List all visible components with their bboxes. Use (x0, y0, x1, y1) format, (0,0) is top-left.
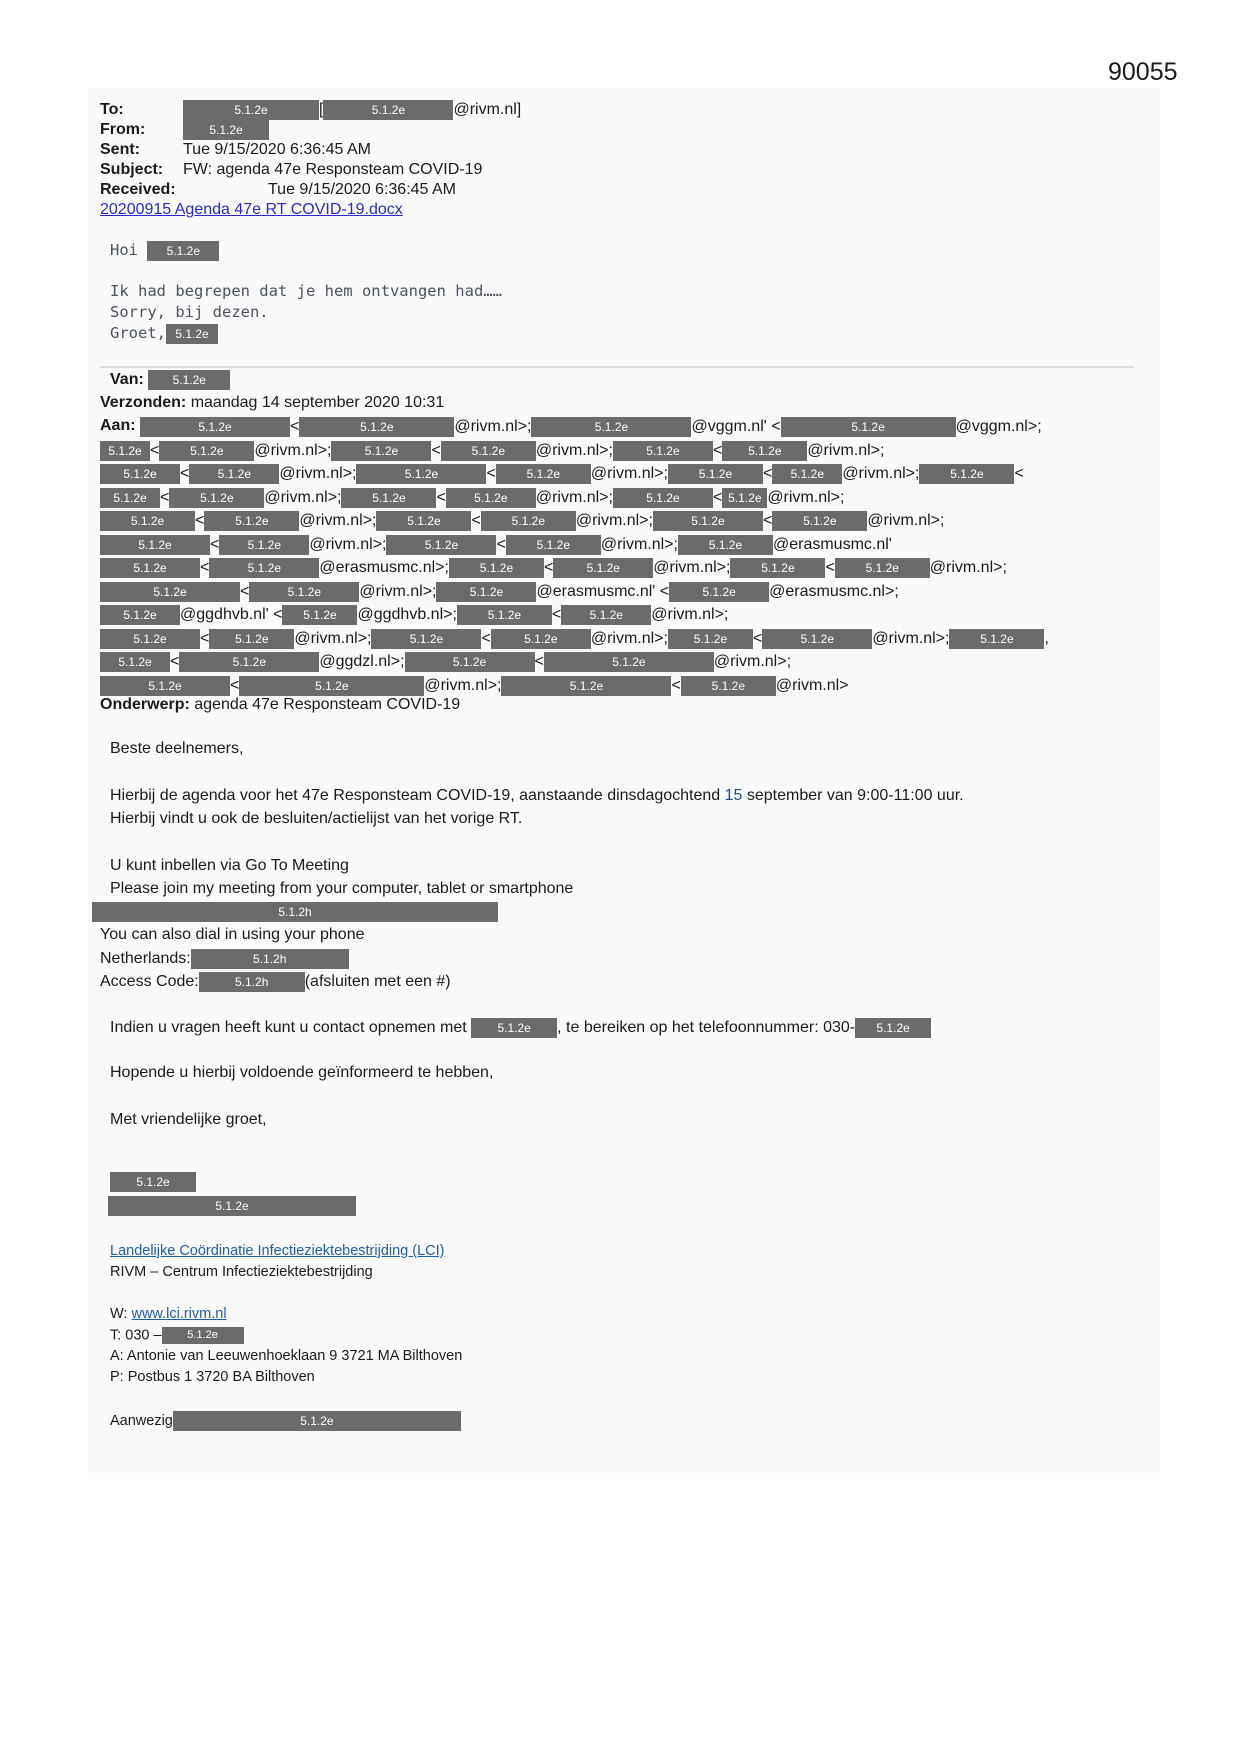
recipient-row (100, 603, 728, 624)
redaction: 5.1.2e (282, 605, 357, 625)
redaction: 5.1.2e (100, 605, 180, 625)
recipient-token: < (496, 535, 506, 553)
page-number: 90055 (1108, 58, 1178, 86)
recipient-token: @rivm.nl>; (600, 535, 678, 553)
received-value: Tue 9/15/2020 6:36:45 AM (268, 181, 456, 198)
recipient-token: < (290, 418, 300, 436)
redaction: 5.1.2e (613, 441, 713, 461)
van-line (110, 368, 230, 391)
recipient-token: < (543, 559, 554, 577)
onderwerp-value: agenda 47e Responsteam COVID-19 (194, 696, 461, 713)
recipient-token: < (230, 676, 240, 694)
received-label: Received: (100, 181, 176, 198)
verzonden-value: maandag 14 september 2020 10:31 (190, 394, 445, 411)
to-domain: @rivm.nl] (453, 101, 522, 119)
redaction: 5.1.2e (386, 535, 496, 555)
redaction: 5.1.2e (501, 676, 671, 696)
recipient-token: @rivm.nl>; (264, 488, 342, 506)
recipient-token: @rivm.nl>; (294, 629, 372, 647)
dial-intro: U kunt inbellen via Go To Meeting (110, 857, 349, 874)
recipient-row (100, 509, 944, 530)
tel-line (110, 1327, 244, 1344)
redaction: 5.1.2e (100, 652, 170, 672)
redaction: 5.1.2e (148, 370, 230, 390)
attachment-link[interactable]: 20200915 Agenda 47e RT COVID-19.docx (100, 201, 403, 218)
verzonden-line (100, 391, 444, 414)
redaction: 5.1.2e (173, 1411, 461, 1431)
address-line: A: Antonie van Leeuwenhoeklaan 9 3721 MA Bilthoven (110, 1348, 463, 1364)
redaction: 5.1.2e (669, 582, 769, 602)
redaction: 5.1.2e (183, 120, 269, 140)
redaction: 5.1.2e (376, 511, 471, 531)
redaction: 5.1.2e (949, 629, 1044, 649)
web-label: W: (110, 1306, 132, 1322)
recipient-row (100, 439, 884, 460)
redaction: 5.1.2e (299, 417, 454, 437)
redaction: 5.1.2e (140, 417, 290, 437)
redaction: 5.1.2e (110, 1172, 196, 1192)
recipient-token: @rivm.nl>; (254, 441, 332, 459)
recipient-token: @erasmusmc.nl' < (536, 582, 670, 600)
recipient-token: @rivm.nl>; (279, 465, 357, 483)
redaction: 5.1.2e (449, 558, 544, 578)
received-line (100, 180, 456, 200)
aan-label-text: Aan: (100, 417, 136, 434)
redaction: 5.1.2e (653, 511, 763, 531)
present-label: Aanwezig (110, 1412, 173, 1429)
redaction: 5.1.2e (204, 511, 299, 531)
redaction: 5.1.2e (341, 488, 436, 508)
redaction: 5.1.2e (668, 629, 753, 649)
recipient-row (100, 627, 1049, 648)
sent-label: Sent: (100, 141, 140, 158)
recipient-token: < (160, 488, 170, 506)
recipient-token: @vggm.nl>; (955, 418, 1042, 436)
redaction: 5.1.2e (762, 629, 872, 649)
recipient-token: @vggm.nl' < (691, 418, 781, 436)
redaction: 5.1.2e (772, 511, 867, 531)
recipient-row (100, 486, 844, 507)
redaction: 5.1.2e (855, 1018, 931, 1038)
redaction: 5.1.2e (356, 464, 486, 484)
agenda-line (110, 787, 964, 805)
redaction: 5.1.2e (668, 464, 763, 484)
signature-name (110, 1172, 196, 1192)
access-suffix: (afsluiten met een #) (304, 973, 451, 991)
postbus-line: P: Postbus 1 3720 BA Bilthoven (110, 1369, 315, 1385)
recipient-token: < (712, 488, 723, 506)
redaction: 5.1.2e (544, 652, 714, 672)
reply-closing: Groet, (110, 324, 166, 342)
subject-label: Subject: (100, 161, 164, 178)
redaction: 5.1.2e (491, 629, 591, 649)
redaction: 5.1.2e (189, 464, 279, 484)
redaction: 5.1.2e (219, 535, 309, 555)
actielijst-line: Hierbij vindt u ook de besluiten/actielijst van het vorige RT. (110, 810, 523, 827)
recipient-token: < (200, 559, 210, 577)
redaction: 5.1.2e (781, 417, 956, 437)
agenda-text-a: Hierbij de agenda voor het 47e Responsteam COVID-19, aanstaande dinsdagochtend (110, 787, 725, 804)
web-line (110, 1306, 227, 1322)
redaction: 5.1.2e (108, 1196, 356, 1216)
recipient-token: @rivm.nl>; (867, 512, 945, 530)
subject-value: FW: agenda 47e Responsteam COVID-19 (183, 161, 483, 178)
recipient-row (140, 415, 1042, 436)
recipient-token: < (195, 512, 205, 530)
recipient-token: < (534, 653, 544, 671)
recipient-token: < (1014, 465, 1024, 483)
recipient-token: < (240, 582, 250, 600)
recipient-list (100, 414, 1130, 696)
recipient-row (100, 650, 791, 671)
recipient-token: @rivm.nl>; (454, 418, 532, 436)
redaction: 5.1.2e (100, 511, 195, 531)
redaction: 5.1.2e (722, 488, 767, 508)
org-link[interactable]: Landelijke Coördinatie Infectieziektebestrijding (LCI) (110, 1243, 445, 1259)
onderwerp-label: Onderwerp: (100, 696, 190, 713)
redaction: 5.1.2h (199, 972, 305, 992)
recipient-token: @rivm.nl>; (359, 582, 437, 600)
recipient-token: @erasmusmc.nl>; (319, 559, 449, 577)
redaction: 5.1.2e (553, 558, 653, 578)
redaction: 5.1.2e (531, 417, 691, 437)
redaction: 5.1.2e (100, 488, 160, 508)
recipient-token: @rivm.nl>; (653, 559, 731, 577)
redaction: 5.1.2e (436, 582, 536, 602)
to-label: To: (100, 101, 124, 119)
from-label: From: (100, 121, 146, 139)
recipient-token: < (481, 629, 491, 647)
separator (100, 366, 1134, 368)
redaction: 5.1.2e (100, 441, 150, 461)
regards-line: Met vriendelijke groet, (110, 1111, 267, 1128)
redaction: 5.1.2e (166, 324, 218, 344)
redaction: 5.1.2e (100, 464, 180, 484)
netherlands-line (100, 949, 349, 969)
redaction: 5.1.2e (441, 441, 536, 461)
recipient-token: @rivm.nl>; (535, 488, 613, 506)
recipient-token: @erasmusmc.nl' (772, 535, 892, 553)
redaction: 5.1.2e (471, 1018, 557, 1038)
hope-line: Hopende u hierbij voldoende geïnformeerd te hebben, (110, 1064, 494, 1081)
recipient-token: @rivm.nl>; (575, 512, 653, 530)
redaction: 5.1.2e (496, 464, 591, 484)
recipient-token: < (486, 465, 496, 483)
recipient-row (100, 674, 849, 695)
recipient-token: @rivm.nl>; (807, 441, 885, 459)
redaction: 5.1.2e (323, 100, 453, 120)
redaction: 5.1.2e (100, 676, 230, 696)
recipient-token: < (210, 535, 220, 553)
recipient-row (100, 533, 892, 554)
recipient-row (100, 556, 1007, 577)
subject-line (100, 160, 482, 180)
redaction: 5.1.2e (100, 558, 200, 578)
salutation: Beste deelnemers, (110, 740, 244, 757)
to-bracket: [ (319, 101, 324, 119)
van-label: Van: (110, 371, 144, 388)
redaction: 5.1.2e (179, 652, 319, 672)
tel-label: T: 030 – (110, 1327, 162, 1344)
sent-value: Tue 9/15/2020 6:36:45 AM (183, 141, 371, 158)
present-line (110, 1411, 461, 1431)
redaction: 5.1.2e (331, 441, 431, 461)
redaction: 5.1.2e (561, 605, 651, 625)
reply-closing-line (110, 323, 218, 344)
redaction: 5.1.2e (162, 1327, 244, 1344)
recipient-token: < (825, 559, 835, 577)
sent-line (100, 140, 371, 160)
recipient-token: , (1044, 629, 1049, 647)
recipient-token: @rivm.nl>; (872, 629, 950, 647)
recipient-row (100, 462, 1024, 483)
redaction: 5.1.2e (722, 441, 807, 461)
redaction: 5.1.2e (239, 676, 424, 696)
recipient-token: @rivm.nl>; (590, 465, 668, 483)
redaction: 5.1.2e (613, 488, 713, 508)
recipient-row (100, 580, 899, 601)
recipient-token: @rivm.nl>; (309, 535, 387, 553)
org-sub: RIVM – Centrum Infectieziektebestrijding (110, 1264, 373, 1280)
recipient-token: < (471, 512, 481, 530)
recipient-token: @rivm.nl>; (713, 653, 792, 671)
redaction: 5.1.2e (919, 464, 1014, 484)
recipient-token: < (551, 606, 562, 624)
redaction: 5.1.2e (169, 488, 264, 508)
recipient-token: @rivm.nl>; (767, 488, 845, 506)
recipient-token: @rivm.nl>; (535, 441, 613, 459)
recipient-token: @rivm.nl>; (299, 512, 377, 530)
reply-greeting: Hoi (110, 241, 138, 259)
redaction: 5.1.2e (159, 441, 254, 461)
reply-line2: Sorry, bij dezen. (110, 303, 269, 321)
redaction: 5.1.2h (92, 902, 498, 922)
recipient-token: @ggdhvb.nl' < (180, 606, 283, 624)
agenda-text-b: september van 9:00-11:00 uur. (742, 787, 964, 804)
redaction: 5.1.2e (249, 582, 359, 602)
join-line: Please join my meeting from your computer, tablet or smartphone (110, 880, 574, 897)
recipient-token: < (762, 512, 773, 530)
meeting-link-line (92, 902, 498, 922)
redaction: 5.1.2e (371, 629, 481, 649)
recipient-token: @ggdhvb.nl>; (357, 606, 457, 624)
recipient-token: @rivm.nl>; (424, 676, 502, 694)
redaction: 5.1.2e (209, 629, 294, 649)
recipient-token: < (170, 653, 180, 671)
recipient-token: @ggdzl.nl>; (319, 653, 405, 671)
redaction: 5.1.2e (405, 652, 535, 672)
redaction: 5.1.2e (147, 241, 219, 261)
redaction: 5.1.2e (100, 535, 210, 555)
agenda-day: 15 (724, 787, 743, 804)
redaction: 5.1.2e (183, 100, 319, 120)
redaction: 5.1.2e (678, 535, 773, 555)
redaction: 5.1.2e (446, 488, 536, 508)
recipient-token: < (431, 441, 441, 459)
redaction: 5.1.2e (100, 629, 200, 649)
contact-text-b: , te bereiken op het telefoonnummer: 030- (557, 1019, 856, 1037)
signature-title (108, 1196, 356, 1216)
access-label: Access Code: (100, 973, 199, 991)
recipient-token: @rivm.nl>; (929, 559, 1007, 577)
recipient-token: < (752, 629, 763, 647)
redaction: 5.1.2e (730, 558, 825, 578)
netherlands-label: Netherlands: (100, 950, 191, 968)
recipient-token: < (180, 465, 190, 483)
recipient-token: < (671, 676, 681, 694)
contact-line (110, 1018, 931, 1038)
redaction: 5.1.2e (100, 582, 240, 602)
onderwerp-line (100, 693, 460, 716)
redaction: 5.1.2e (457, 605, 552, 625)
recipient-token: @rivm.nl> (775, 676, 849, 694)
recipient-token: @rivm.nl>; (590, 629, 668, 647)
recipient-token: @rivm.nl>; (651, 606, 729, 624)
redaction: 5.1.2e (481, 511, 576, 531)
redaction: 5.1.2e (772, 464, 842, 484)
redaction: 5.1.2h (191, 949, 349, 969)
reply-greeting-line (110, 240, 219, 261)
recipient-token: < (712, 441, 723, 459)
recipient-token: @rivm.nl>; (842, 465, 920, 483)
to-line (100, 100, 521, 120)
access-code-line (100, 972, 451, 992)
redaction: 5.1.2e (506, 535, 601, 555)
recipient-token: < (150, 441, 160, 459)
phone-line: You can also dial in using your phone (100, 926, 365, 943)
contact-text-a: Indien u vragen heeft kunt u contact opnemen met (110, 1019, 467, 1037)
from-line (100, 120, 269, 140)
recipient-token: < (762, 465, 773, 483)
redaction: 5.1.2e (209, 558, 319, 578)
recipient-token: < (436, 488, 446, 506)
recipient-token: < (200, 629, 210, 647)
verzonden-label: Verzonden: (100, 394, 187, 411)
recipient-token: @erasmusmc.nl>; (769, 582, 899, 600)
redaction: 5.1.2e (681, 676, 776, 696)
reply-line1: Ik had begrepen dat je hem ontvangen had…… (110, 282, 502, 300)
redaction: 5.1.2e (835, 558, 930, 578)
web-link[interactable]: www.lci.rivm.nl (131, 1306, 227, 1322)
